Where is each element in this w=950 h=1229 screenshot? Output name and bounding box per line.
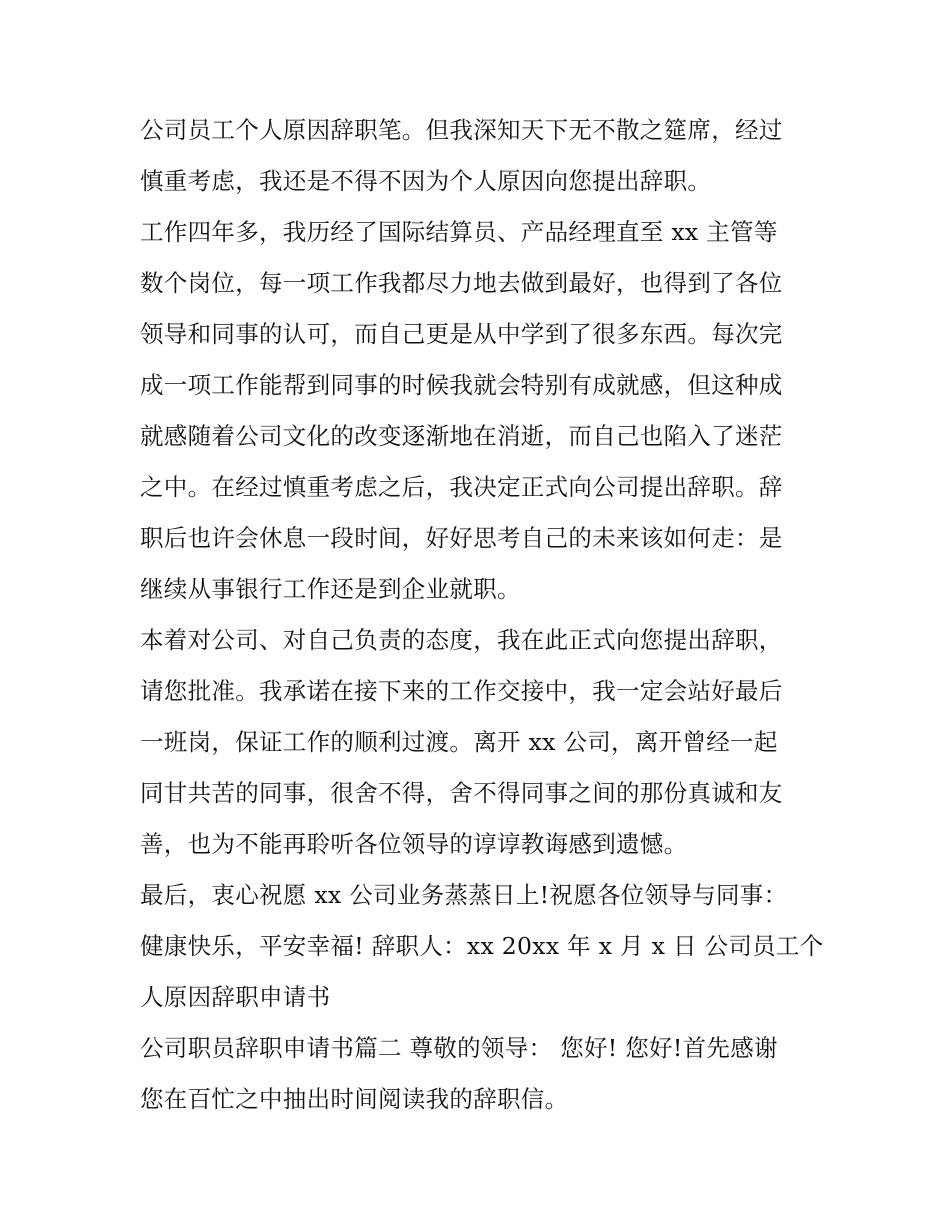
text-line: 公司员工个人原因辞职笔。但我深知天下无不散之筵席，经过 — [140, 116, 783, 144]
text-line: 职后也许会休息一段时间，好好思考自己的未来该如何走：是 — [140, 524, 783, 552]
text-line: 同甘共苦的同事，很舍不得，舍不得同事之间的那份真诚和友 — [140, 779, 783, 807]
text-line: 慎重考虑，我还是不得不因为个人原因向您提出辞职。 — [140, 167, 712, 195]
text-line: 一班岗，保证工作的顺利过渡。离开 xx 公司，离开曾经一起 — [140, 728, 778, 756]
text-line: 工作四年多，我历经了国际结算员、产品经理直至 xx 主管等 — [140, 218, 778, 246]
text-line: 成一项工作能帮到同事的时候我就会特别有成就感，但这种成 — [140, 371, 783, 399]
letter-body — [140, 105, 824, 1125]
text-line: 之中。在经过慎重考虑之后，我决定正式向公司提出辞职。辞 — [140, 473, 783, 501]
text-line: 就感随着公司文化的改变逐渐地在消逝，而自己也陷入了迷茫 — [140, 422, 783, 450]
text-line: 您在百忙之中抽出时间阅读我的辞职信。 — [140, 1085, 569, 1113]
text-line: 领导和同事的认可，而自己更是从中学到了很多东西。每次完 — [140, 320, 783, 348]
text-line: 继续从事银行工作还是到企业就职。 — [140, 575, 521, 603]
text-line: 本着对公司、对自己负责的态度，我在此正式向您提出辞职， — [140, 626, 783, 654]
text-line: 善，也为不能再聆听各位领导的谆谆教诲感到遗憾。 — [140, 830, 688, 858]
text-line: 人原因辞职申请书 — [140, 983, 331, 1011]
text-line: 数个岗位，每一项工作我都尽力地去做到最好，也得到了各位 — [140, 269, 783, 297]
text-line: 请您批准。我承诺在接下来的工作交接中，我一定会站好最后 — [140, 677, 783, 705]
text-line: 健康快乐，平安幸福! 辞职人：xx 20xx 年 x 月 x 日 公司员工个 — [140, 932, 824, 960]
text-line: 最后，衷心祝愿 xx 公司业务蒸蒸日上!祝愿各位领导与同事： — [140, 881, 788, 909]
text-line: 公司职员辞职申请书篇二 尊敬的领导： 您好! 您好!首先感谢 — [140, 1034, 778, 1062]
